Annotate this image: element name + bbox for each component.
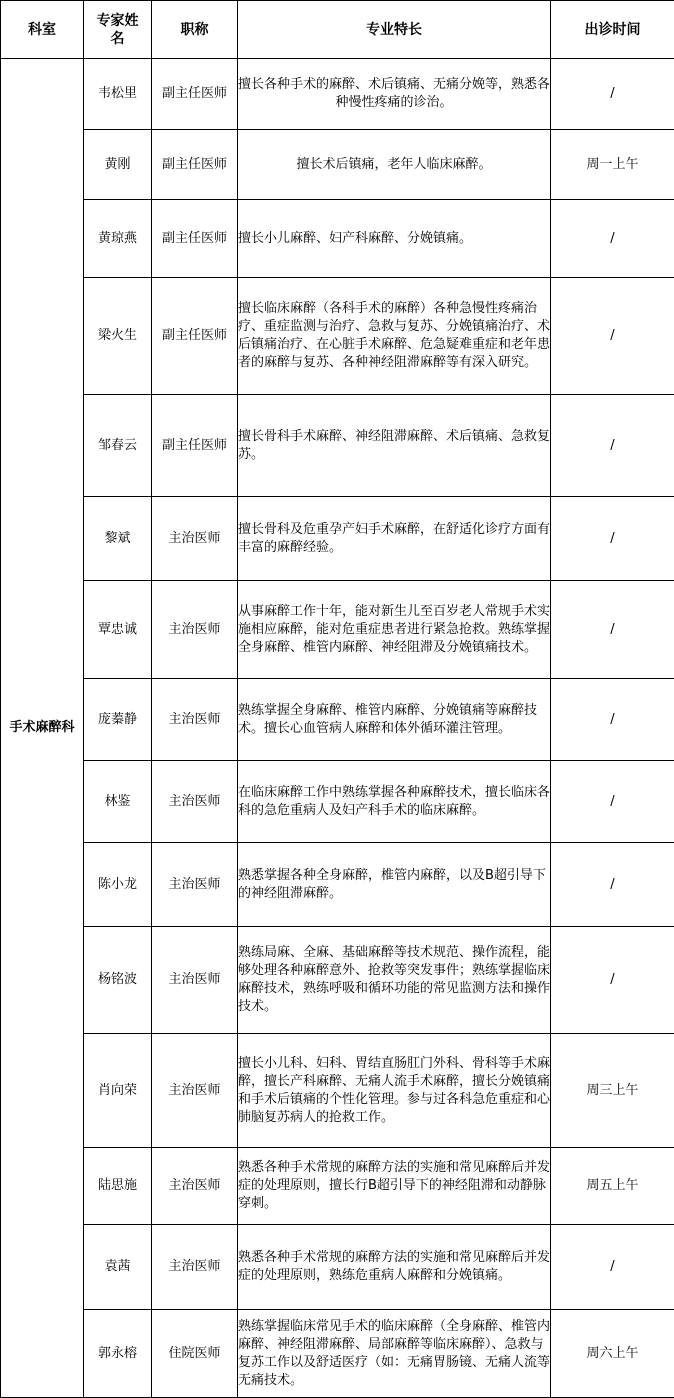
header-department: 科室	[1, 1, 84, 59]
doctor-name: 肖向荣	[84, 1034, 152, 1148]
doctor-specialty: 从事麻醉工作十年，能对新生儿至百岁老人常规手术实施相应麻醉，能对危重症患者进行紧急抢救。熟练掌握全身麻醉、椎管内麻醉、神经阻滞及分娩镇痛技术。	[238, 581, 551, 679]
table-row	[1, 761, 674, 843]
doctor-name: 梁火生	[84, 278, 152, 395]
header-specialty: 专业特长	[238, 1, 551, 59]
doctor-specialty: 擅长术后镇痛，老年人临床麻醉。	[238, 130, 551, 200]
doctor-name: 陆思施	[84, 1148, 152, 1225]
clinic-time: 周六上午	[551, 1310, 674, 1398]
doctor-title: 主治医师	[152, 497, 238, 581]
doctor-title: 主治医师	[152, 761, 238, 843]
doctor-name: 陈小龙	[84, 843, 152, 927]
doctor-title: 副主任医师	[152, 130, 238, 200]
table-row	[1, 395, 674, 497]
table-row	[1, 497, 674, 581]
clinic-time: 周一上午	[551, 130, 674, 200]
doctor-name: 袁茜	[84, 1225, 152, 1310]
table-row	[1, 1034, 674, 1148]
doctor-name: 覃忠诚	[84, 581, 152, 679]
doctor-name: 郭永榕	[84, 1310, 152, 1398]
clinic-time: /	[551, 679, 674, 761]
clinic-time: /	[551, 581, 674, 679]
clinic-time: /	[551, 278, 674, 395]
doctor-specialty: 擅长骨科及危重孕产妇手术麻醉，在舒适化诊疗方面有丰富的麻醉经验。	[238, 497, 551, 581]
clinic-time: /	[551, 927, 674, 1034]
clinic-time: /	[551, 497, 674, 581]
doctor-specialty: 熟悉掌握各种全身麻醉，椎管内麻醉，以及B超引导下的神经阻滞麻醉。	[238, 843, 551, 927]
clinic-time: /	[551, 1225, 674, 1310]
clinic-time: 周三上午	[551, 1034, 674, 1148]
doctor-title: 副主任医师	[152, 395, 238, 497]
clinic-time: /	[551, 59, 674, 130]
table-row	[1, 130, 674, 200]
table-row	[1, 200, 674, 278]
clinic-time: /	[551, 761, 674, 843]
header-title: 职称	[152, 1, 238, 59]
clinic-time: 周五上午	[551, 1148, 674, 1225]
doctor-title: 主治医师	[152, 581, 238, 679]
table-row	[1, 278, 674, 395]
table-row	[1, 581, 674, 679]
table-row	[1, 843, 674, 927]
doctor-specialty: 擅长骨科手术麻醉、神经阻滞麻醉、术后镇痛、急救复苏。	[238, 395, 551, 497]
doctor-specialty: 擅长临床麻醉（各科手术的麻醉）各种急慢性疼痛治疗、重症监测与治疗、急救与复苏、分娩镇痛治疗、术后镇痛治疗、在心脏手术麻醉、危急疑难重症和老年患者的麻醉与复苏、各种神经阻滞麻醉等有深入研究。	[238, 278, 551, 395]
doctor-name: 邹春云	[84, 395, 152, 497]
doctor-specialty: 擅长各种手术的麻醉、术后镇痛、无痛分娩等，熟悉各种慢性疼痛的诊治。	[238, 59, 551, 130]
clinic-time: /	[551, 843, 674, 927]
doctor-specialty: 擅长小儿麻醉、妇产科麻醉、分娩镇痛。	[238, 200, 551, 278]
doctor-title: 主治医师	[152, 1225, 238, 1310]
doctor-name: 韦松里	[84, 59, 152, 130]
doctor-name: 黄刚	[84, 130, 152, 200]
table-row	[1, 1148, 674, 1225]
doctor-title: 副主任医师	[152, 200, 238, 278]
doctor-title: 主治医师	[152, 679, 238, 761]
doctor-name: 黄琼燕	[84, 200, 152, 278]
clinic-time: /	[551, 200, 674, 278]
table-row	[1, 927, 674, 1034]
doctor-name: 黎斌	[84, 497, 152, 581]
header-clinic-time: 出诊时间	[551, 1, 674, 59]
department-cell: 手术麻醉科	[1, 59, 84, 1398]
doctor-title: 主治医师	[152, 1034, 238, 1148]
doctor-specialty: 熟练掌握临床常见手术的临床麻醉（全身麻醉、椎管内麻醉、神经阻滞麻醉、局部麻醉等临床麻醉）、急救与复苏工作以及舒适医疗（如：无痛胃肠镜、无痛人流等无痛技术。	[238, 1310, 551, 1398]
doctor-title: 主治医师	[152, 843, 238, 927]
doctor-title: 副主任医师	[152, 278, 238, 395]
doctor-specialty: 熟悉各种手术常规的麻醉方法的实施和常见麻醉后并发症的处理原则，擅长行B超引导下的神经阻滞和动静脉穿刺。	[238, 1148, 551, 1225]
doctor-name: 杨铭波	[84, 927, 152, 1034]
header-row	[1, 1, 674, 59]
table-row	[1, 1310, 674, 1398]
header-name: 专家姓名	[84, 1, 152, 59]
doctor-specialty: 熟练掌握全身麻醉、椎管内麻醉、分娩镇痛等麻醉技术。擅长心血管病人麻醉和体外循环灌注管理。	[238, 679, 551, 761]
doctor-specialty: 熟悉各种手术常规的麻醉方法的实施和常见麻醉后并发症的处理原则，熟练危重病人麻醉和分娩镇痛。	[238, 1225, 551, 1310]
doctor-specialty: 熟练局麻、全麻、基础麻醉等技术规范、操作流程，能够处理各种麻醉意外、抢救等突发事件；熟练掌握临床麻醉技术，熟练呼吸和循环功能的常见监测方法和操作技术。	[238, 927, 551, 1034]
table-row	[1, 679, 674, 761]
doctor-name: 林鉴	[84, 761, 152, 843]
doctor-title: 主治医师	[152, 1148, 238, 1225]
doctor-specialty: 在临床麻醉工作中熟练掌握各种麻醉技术，擅长临床各科的急危重病人及妇产科手术的临床麻醉。	[238, 761, 551, 843]
table-row	[1, 1225, 674, 1310]
clinic-time: /	[551, 395, 674, 497]
doctor-specialty: 擅长小儿科、妇科、胃结直肠肛门外科、骨科等手术麻醉，擅长产科麻醉、无痛人流手术麻醉，擅长分娩镇痛和手术后镇痛的个性化管理。参与过各科急危重症和心肺脑复苏病人的抢救工作。	[238, 1034, 551, 1148]
doctor-title: 主治医师	[152, 927, 238, 1034]
doctor-title: 副主任医师	[152, 59, 238, 130]
table-row	[1, 59, 674, 130]
doctor-name: 庞蓁静	[84, 679, 152, 761]
doctor-title: 住院医师	[152, 1310, 238, 1398]
